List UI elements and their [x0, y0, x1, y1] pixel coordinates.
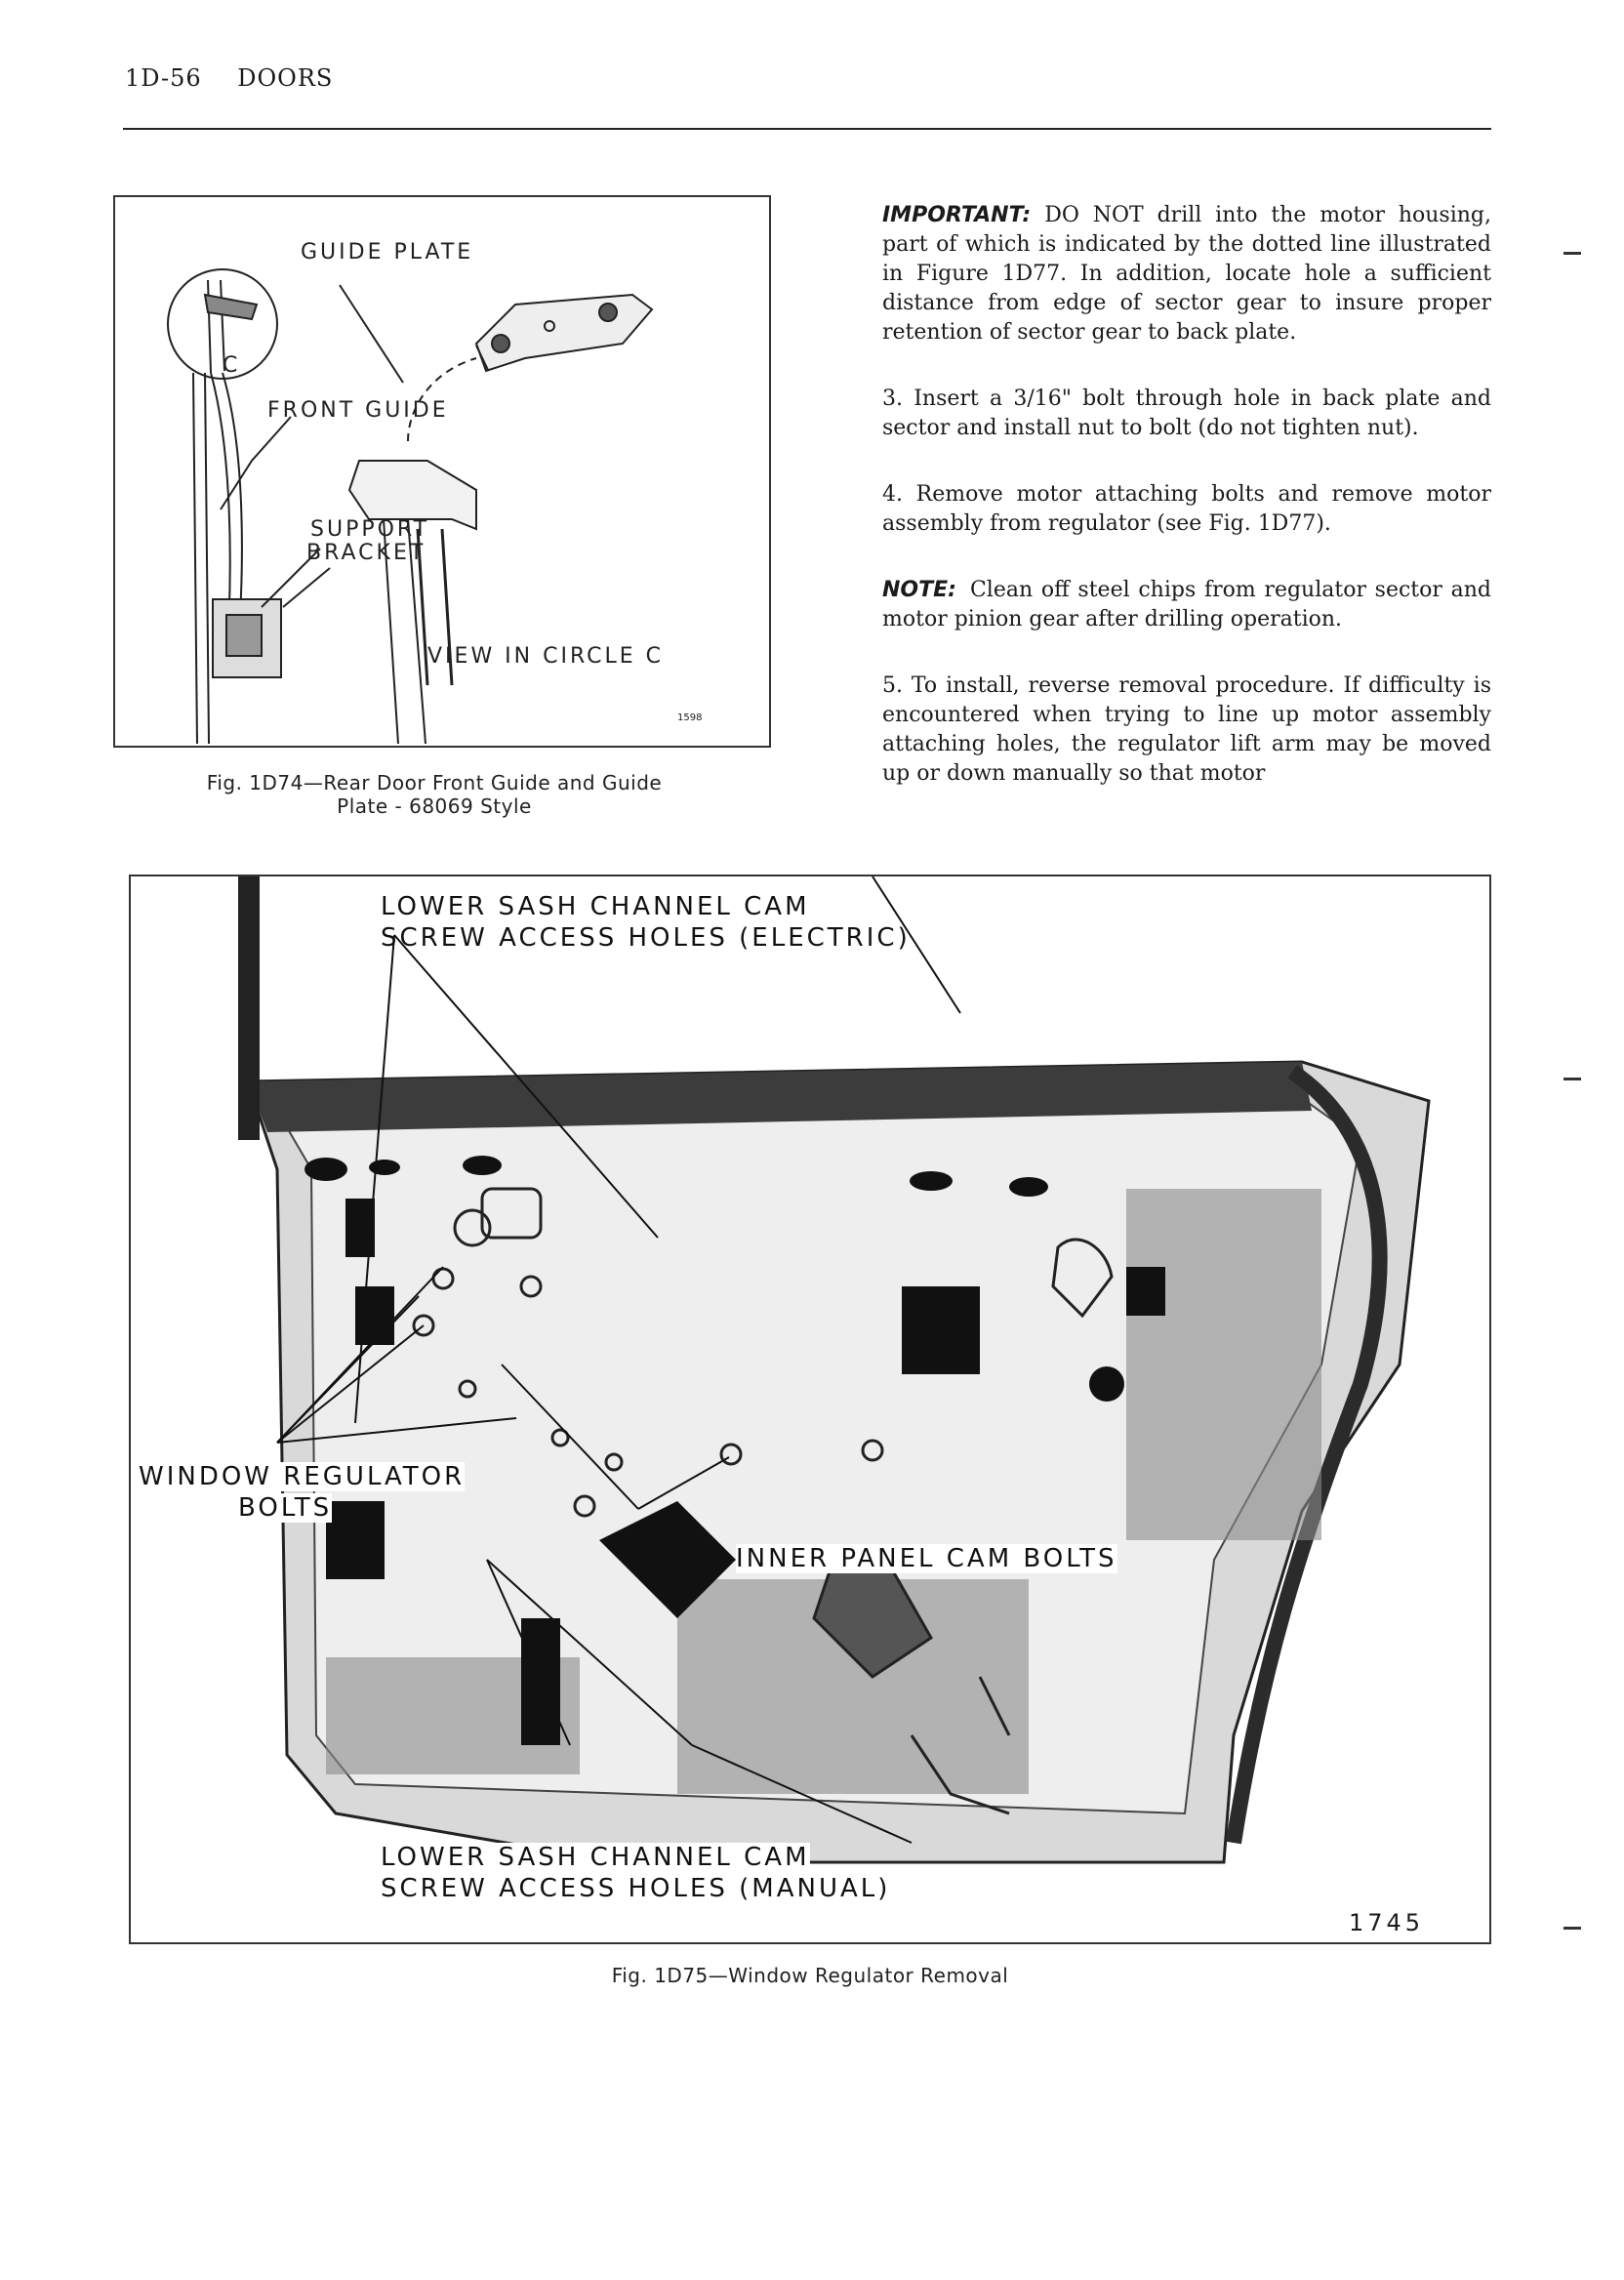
label-window-regulator-1: WINDOW REGULATOR: [139, 1462, 466, 1491]
step-4: 4. Remove motor attaching bolts and remove motor assembly from regulator (see Fig. 1D77).: [882, 482, 1491, 536]
caption-line-2: Plate - 68069 Style: [337, 794, 532, 818]
label-support-bracket-2: BRACKET: [306, 541, 426, 565]
label-lower-manual-2: SCREW ACCESS HOLES (MANUAL): [381, 1874, 891, 1903]
label-inner-panel: INNER PANEL CAM BOLTS: [736, 1544, 1117, 1573]
label-window-regulator-2: BOLTS: [238, 1493, 333, 1523]
note-body: Clean off steel chips from regulator sector and motor pinion gear after drilling operation.: [882, 578, 1491, 631]
step-3: 3. Insert a 3/16" bolt through hole in back plate and sector and install nut to bolt (do not tighten nut).: [882, 387, 1491, 440]
note-lead: NOTE:: [882, 578, 956, 602]
section-title: DOORS: [237, 64, 334, 92]
figure-1d74-caption: [146, 771, 722, 818]
important-lead: IMPORTANT:: [882, 203, 1032, 227]
figure-code: 1745: [1349, 1909, 1425, 1936]
margin-mark: [1563, 1927, 1581, 1930]
figure-1d75-caption: Fig. 1D75—Window Regulator Removal: [611, 1964, 1009, 1987]
step-5: 5. To install, reverse removal procedure. If difficulty is encountered when trying to line up motor assembly attaching holes, the regulator lift arm may be moved up or down manually so that motor: [882, 673, 1491, 786]
figure-guide-plate: [113, 195, 771, 748]
label-lower-electric-1: LOWER SASH CHANNEL CAM: [381, 892, 810, 921]
label-front-guide: FRONT GUIDE: [267, 398, 449, 423]
margin-mark: [1563, 252, 1581, 255]
page-number: 1D-56: [125, 64, 202, 92]
margin-mark: [1563, 1078, 1581, 1080]
figure-window-regulator: [129, 875, 1491, 1944]
page-header: [125, 64, 360, 92]
figure-code: 1598: [677, 712, 703, 723]
important-body: DO NOT drill into the motor housing, part of which is indicated by the dotted line illustrated in Figure 1D77. In addition, locate hole a sufficient distance from edge of sector gear to insure proper retention of sector gear to back plate.: [882, 203, 1491, 345]
label-view-circle-c: VIEW IN CIRCLE C: [427, 644, 665, 669]
important-paragraph: [882, 201, 1491, 347]
note-paragraph: [882, 576, 1491, 634]
header-rule: [123, 128, 1491, 130]
text-column: [882, 201, 1491, 789]
label-lower-manual-1: LOWER SASH CHANNEL CAM: [381, 1843, 810, 1872]
label-circle-c: C: [223, 353, 241, 378]
label-support-bracket-1: SUPPORT: [310, 517, 430, 542]
caption-line-1: Fig. 1D74—Rear Door Front Guide and Guide: [206, 771, 663, 794]
label-guide-plate: GUIDE PLATE: [301, 240, 474, 265]
label-lower-electric-2: SCREW ACCESS HOLES (ELECTRIC): [381, 923, 911, 953]
door-panel-photo: [131, 876, 1489, 1942]
